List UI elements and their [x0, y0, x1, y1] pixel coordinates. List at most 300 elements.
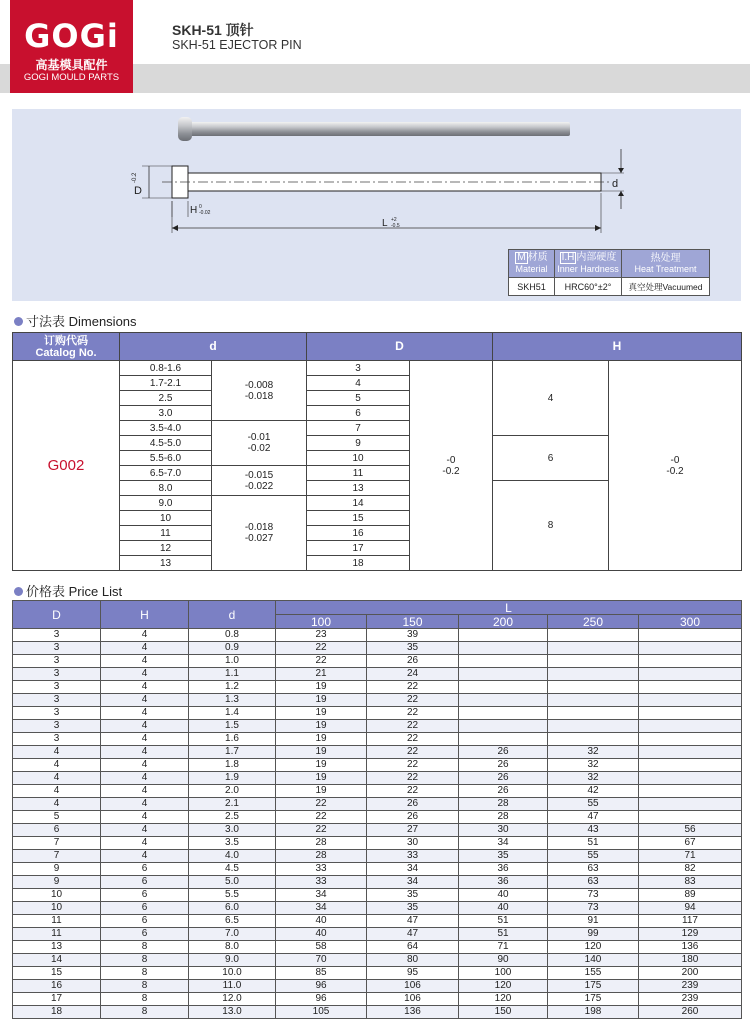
price-cell — [548, 629, 639, 642]
pin-shaft-image — [190, 122, 570, 136]
brand-logo — [10, 0, 133, 93]
price-cell: 2.0 — [189, 785, 276, 798]
price-cell — [548, 733, 639, 746]
catalog-number: G002 — [13, 361, 120, 571]
dim-d-value: 0.8-1.6 — [120, 361, 212, 376]
price-cell: 10.0 — [189, 967, 276, 980]
dim-D-value: 11 — [307, 466, 410, 481]
price-cell: 1.9 — [189, 772, 276, 785]
price-cell: 6 — [101, 876, 189, 889]
price-header-d: d — [189, 601, 276, 629]
price-cell: 155 — [548, 967, 639, 980]
dim-D-value: 7 — [307, 421, 410, 436]
dim-D-value: 6 — [307, 406, 410, 421]
price-cell: 22 — [276, 798, 367, 811]
price-cell: 91 — [548, 915, 639, 928]
price-cell: 1.2 — [189, 681, 276, 694]
table-row — [13, 837, 742, 850]
price-cell: 19 — [276, 785, 367, 798]
price-cell: 12.0 — [189, 993, 276, 1006]
price-cell: 10 — [13, 902, 101, 915]
price-cell: 4 — [101, 681, 189, 694]
price-cell: 22 — [367, 785, 459, 798]
table-row — [13, 759, 742, 772]
price-cell: 5 — [13, 811, 101, 824]
price-cell: 6 — [13, 824, 101, 837]
table-row — [13, 746, 742, 759]
table-row — [13, 941, 742, 954]
dim-d-value: 2.5 — [120, 391, 212, 406]
price-cell: 5.5 — [189, 889, 276, 902]
price-cell: 99 — [548, 928, 639, 941]
price-cell — [459, 694, 548, 707]
price-cell: 1.7 — [189, 746, 276, 759]
dimension-L-label: L — [382, 218, 388, 229]
price-cell: 8 — [101, 967, 189, 980]
price-cell: 83 — [639, 876, 742, 889]
dimension-H-tol-top: 0 — [199, 204, 202, 210]
price-cell: 6 — [101, 889, 189, 902]
price-cell: 6 — [101, 902, 189, 915]
dim-d-value: 10 — [120, 511, 212, 526]
table-row — [13, 1006, 742, 1019]
price-cell: 55 — [548, 798, 639, 811]
price-cell: 1.8 — [189, 759, 276, 772]
price-cell — [639, 642, 742, 655]
price-cell: 4.0 — [189, 850, 276, 863]
price-cell: 26 — [367, 655, 459, 668]
price-cell: 67 — [639, 837, 742, 850]
dim-d-value: 11 — [120, 526, 212, 541]
price-cell: 32 — [548, 759, 639, 772]
price-cell — [548, 707, 639, 720]
price-cell: 106 — [367, 993, 459, 1006]
price-cell: 27 — [367, 824, 459, 837]
dimension-D-label: D — [134, 185, 142, 197]
price-cell: 3.5 — [189, 837, 276, 850]
price-cell: 35 — [459, 850, 548, 863]
dim-H-tolerance: -0 -0.2 — [609, 361, 742, 571]
dim-D-value: 9 — [307, 436, 410, 451]
price-cell: 34 — [276, 889, 367, 902]
dim-d-tolerance: -0.008 -0.018 — [212, 361, 307, 421]
price-header-L: L — [276, 601, 742, 615]
dim-H-value: 8 — [493, 481, 609, 571]
dimension-H-label: H — [190, 205, 198, 216]
page-title-en: SKH-51 EJECTOR PIN — [172, 38, 302, 52]
table-row — [13, 733, 742, 746]
price-cell: 4 — [101, 785, 189, 798]
price-cell: 4 — [101, 668, 189, 681]
price-cell: 30 — [459, 824, 548, 837]
pin-shaft-outline — [188, 173, 601, 191]
spec-table — [508, 249, 710, 296]
price-cell: 239 — [639, 993, 742, 1006]
dimension-H-tol-bottom: -0.02 — [199, 210, 211, 216]
price-cell: 6 — [101, 863, 189, 876]
dim-d-value: 3.5-4.0 — [120, 421, 212, 436]
dimensions-table — [12, 332, 742, 571]
dim-d-tolerance: -0.015 -0.022 — [212, 466, 307, 496]
price-cell: 105 — [276, 1006, 367, 1019]
price-cell: 42 — [548, 785, 639, 798]
price-cell: 90 — [459, 954, 548, 967]
price-cell: 51 — [459, 928, 548, 941]
price-cell: 4 — [101, 850, 189, 863]
price-cell: 11 — [13, 928, 101, 941]
price-cell: 51 — [548, 837, 639, 850]
price-cell: 70 — [276, 954, 367, 967]
dim-d-tolerance: -0.018 -0.027 — [212, 496, 307, 571]
price-cell: 22 — [367, 681, 459, 694]
price-cell: 1.0 — [189, 655, 276, 668]
price-cell: 26 — [459, 772, 548, 785]
price-cell: 11.0 — [189, 980, 276, 993]
price-cell: 22 — [367, 733, 459, 746]
price-cell: 9.0 — [189, 954, 276, 967]
price-cell: 8 — [101, 1006, 189, 1019]
price-cell — [548, 642, 639, 655]
dim-H-value: 6 — [493, 436, 609, 481]
price-cell: 8 — [101, 993, 189, 1006]
table-row — [13, 902, 742, 915]
price-cell: 200 — [639, 967, 742, 980]
price-cell: 0.8 — [189, 629, 276, 642]
price-cell — [459, 655, 548, 668]
price-cell: 1.4 — [189, 707, 276, 720]
price-cell: 22 — [367, 746, 459, 759]
pin-head-image — [178, 117, 192, 141]
dim-D-value: 17 — [307, 541, 410, 556]
price-cell: 4 — [101, 655, 189, 668]
table-row — [13, 876, 742, 889]
page-title-cn: SKH-51 顶针 — [172, 22, 254, 38]
price-header-length: 250 — [548, 615, 639, 629]
table-row — [13, 915, 742, 928]
price-header-D: D — [13, 601, 101, 629]
price-cell: 13 — [13, 941, 101, 954]
price-cell: 260 — [639, 1006, 742, 1019]
logo-name-cn: 高基模具配件 — [35, 58, 108, 72]
spec-material-value: SKH51 — [509, 278, 555, 296]
price-cell: 4 — [101, 642, 189, 655]
table-row — [13, 785, 742, 798]
dim-d-value: 4.5-5.0 — [120, 436, 212, 451]
price-cell: 17 — [13, 993, 101, 1006]
price-cell: 136 — [367, 1006, 459, 1019]
price-cell: 6.5 — [189, 915, 276, 928]
price-cell — [639, 746, 742, 759]
price-cell: 34 — [367, 876, 459, 889]
spec-hardness-value: HRC60°±2° — [555, 278, 622, 296]
dim-d-value: 9.0 — [120, 496, 212, 511]
price-cell: 100 — [459, 967, 548, 980]
price-cell: 8 — [101, 980, 189, 993]
price-cell: 22 — [276, 655, 367, 668]
price-cell: 8 — [101, 954, 189, 967]
dim-header-H: H — [493, 333, 742, 361]
price-cell — [459, 629, 548, 642]
price-cell: 19 — [276, 733, 367, 746]
price-cell: 71 — [639, 850, 742, 863]
price-cell — [459, 681, 548, 694]
price-cell — [459, 668, 548, 681]
price-cell: 26 — [367, 811, 459, 824]
price-cell: 39 — [367, 629, 459, 642]
dimension-D-tolerance: -0.2 — [132, 172, 138, 183]
spec-heat-header: 热处理 Heat Treatment — [622, 250, 710, 278]
table-row — [13, 993, 742, 1006]
table-row — [13, 850, 742, 863]
price-cell: 47 — [367, 928, 459, 941]
price-cell: 175 — [548, 993, 639, 1006]
price-cell: 8.0 — [189, 941, 276, 954]
price-cell: 26 — [459, 746, 548, 759]
price-cell — [639, 629, 742, 642]
price-cell: 140 — [548, 954, 639, 967]
price-cell: 3 — [13, 629, 101, 642]
price-cell: 18 — [13, 1006, 101, 1019]
price-cell — [639, 694, 742, 707]
price-cell: 120 — [459, 980, 548, 993]
table-row — [13, 863, 742, 876]
price-cell: 22 — [367, 694, 459, 707]
table-row — [13, 707, 742, 720]
price-cell: 180 — [639, 954, 742, 967]
dim-header-D: D — [307, 333, 493, 361]
price-cell: 40 — [276, 915, 367, 928]
price-cell: 32 — [548, 746, 639, 759]
price-cell: 4 — [13, 746, 101, 759]
logo-name-en: GOGI MOULD PARTS — [23, 72, 120, 83]
price-cell: 56 — [639, 824, 742, 837]
price-cell: 23 — [276, 629, 367, 642]
dim-D-value: 15 — [307, 511, 410, 526]
price-cell: 51 — [459, 915, 548, 928]
spec-hardness-header: I.H 内部硬度 Inner Hardness — [555, 250, 622, 278]
price-cell — [548, 668, 639, 681]
price-cell: 3 — [13, 720, 101, 733]
price-cell — [548, 655, 639, 668]
price-cell: 9 — [13, 876, 101, 889]
price-cell: 19 — [276, 707, 367, 720]
price-cell: 4 — [13, 759, 101, 772]
price-cell: 34 — [459, 837, 548, 850]
price-cell: 47 — [548, 811, 639, 824]
dim-d-value: 12 — [120, 541, 212, 556]
price-cell: 96 — [276, 993, 367, 1006]
price-cell: 4 — [13, 798, 101, 811]
price-cell: 16 — [13, 980, 101, 993]
price-cell: 80 — [367, 954, 459, 967]
price-cell: 22 — [367, 720, 459, 733]
price-cell: 129 — [639, 928, 742, 941]
price-cell: 4 — [101, 733, 189, 746]
price-cell: 9 — [13, 863, 101, 876]
price-cell — [548, 681, 639, 694]
price-cell: 33 — [276, 863, 367, 876]
price-cell: 96 — [276, 980, 367, 993]
price-cell: 2.5 — [189, 811, 276, 824]
dim-H-value: 4 — [493, 361, 609, 436]
table-row — [13, 798, 742, 811]
dim-D-value: 18 — [307, 556, 410, 571]
price-cell: 1.5 — [189, 720, 276, 733]
dim-d-value: 5.5-6.0 — [120, 451, 212, 466]
price-cell — [639, 668, 742, 681]
price-cell: 3 — [13, 694, 101, 707]
spec-heat-value: 真空处理Vacuumed — [622, 278, 710, 296]
price-cell: 120 — [459, 993, 548, 1006]
price-cell: 6 — [101, 928, 189, 941]
price-cell: 32 — [548, 772, 639, 785]
table-row — [13, 889, 742, 902]
price-cell — [639, 772, 742, 785]
price-cell: 3 — [13, 681, 101, 694]
price-header-length: 300 — [639, 615, 742, 629]
price-cell: 4 — [101, 824, 189, 837]
price-cell: 198 — [548, 1006, 639, 1019]
price-cell: 19 — [276, 759, 367, 772]
dim-d-tolerance: -0.01 -0.02 — [212, 421, 307, 466]
price-cell — [639, 759, 742, 772]
bullet-icon — [14, 317, 23, 326]
price-cell: 22 — [367, 707, 459, 720]
price-cell: 13.0 — [189, 1006, 276, 1019]
price-cell: 21 — [276, 668, 367, 681]
price-cell: 19 — [276, 681, 367, 694]
price-cell: 28 — [459, 798, 548, 811]
price-cell: 85 — [276, 967, 367, 980]
price-cell: 1.6 — [189, 733, 276, 746]
price-cell: 3.0 — [189, 824, 276, 837]
price-cell: 2.1 — [189, 798, 276, 811]
price-cell: 136 — [639, 941, 742, 954]
price-section-title: 价格表 Price List — [14, 581, 122, 600]
dim-D-value: 4 — [307, 376, 410, 391]
price-cell — [548, 720, 639, 733]
price-cell: 82 — [639, 863, 742, 876]
price-cell: 22 — [367, 759, 459, 772]
price-cell: 4 — [101, 837, 189, 850]
price-cell: 11 — [13, 915, 101, 928]
price-cell: 35 — [367, 889, 459, 902]
price-cell: 4 — [101, 629, 189, 642]
price-cell: 26 — [459, 759, 548, 772]
price-cell: 6 — [101, 915, 189, 928]
price-cell: 26 — [459, 785, 548, 798]
price-cell: 1.3 — [189, 694, 276, 707]
table-row — [13, 811, 742, 824]
price-cell: 30 — [367, 837, 459, 850]
price-header-length: 100 — [276, 615, 367, 629]
dim-D-value: 10 — [307, 451, 410, 466]
bullet-icon — [14, 587, 23, 596]
price-cell — [459, 642, 548, 655]
dim-header-d: d — [120, 333, 307, 361]
logo-wordmark: GOGi — [24, 17, 119, 55]
price-cell: 19 — [276, 694, 367, 707]
price-header-length: 200 — [459, 615, 548, 629]
price-cell: 4 — [101, 772, 189, 785]
price-cell: 40 — [276, 928, 367, 941]
table-row — [13, 629, 742, 642]
price-cell: 26 — [367, 798, 459, 811]
dim-D-value: 14 — [307, 496, 410, 511]
price-cell: 5.0 — [189, 876, 276, 889]
price-cell: 4 — [101, 798, 189, 811]
price-cell: 22 — [276, 642, 367, 655]
price-cell: 36 — [459, 863, 548, 876]
spec-material-header: M 材质 Material — [509, 250, 555, 278]
dim-d-value: 1.7-2.1 — [120, 376, 212, 391]
price-table-body — [13, 629, 742, 1019]
price-cell — [548, 694, 639, 707]
price-cell: 7 — [13, 850, 101, 863]
price-cell: 22 — [276, 824, 367, 837]
price-cell: 33 — [276, 876, 367, 889]
price-cell: 6.0 — [189, 902, 276, 915]
price-cell — [639, 720, 742, 733]
price-cell: 95 — [367, 967, 459, 980]
price-cell: 4 — [101, 746, 189, 759]
table-row — [13, 694, 742, 707]
price-cell: 4 — [101, 694, 189, 707]
price-cell: 19 — [276, 746, 367, 759]
price-cell: 7.0 — [189, 928, 276, 941]
price-cell — [639, 811, 742, 824]
table-row — [13, 928, 742, 941]
price-cell: 19 — [276, 772, 367, 785]
dimensions-section-title: 寸法表 Dimensions — [14, 311, 137, 330]
price-cell: 40 — [459, 889, 548, 902]
dim-header-catalog: 订购代码 Catalog No. — [13, 333, 120, 361]
price-cell: 3 — [13, 668, 101, 681]
price-cell: 22 — [276, 811, 367, 824]
price-cell: 73 — [548, 889, 639, 902]
table-row — [13, 967, 742, 980]
price-cell: 4 — [101, 759, 189, 772]
price-cell — [639, 707, 742, 720]
price-cell: 0.9 — [189, 642, 276, 655]
price-cell: 36 — [459, 876, 548, 889]
price-cell: 3 — [13, 655, 101, 668]
dimension-L-tol-top: +2 — [391, 217, 397, 223]
dim-D-value: 3 — [307, 361, 410, 376]
price-cell: 43 — [548, 824, 639, 837]
price-header-H: H — [101, 601, 189, 629]
price-cell: 28 — [276, 850, 367, 863]
price-cell: 55 — [548, 850, 639, 863]
dim-d-value: 13 — [120, 556, 212, 571]
price-cell — [639, 655, 742, 668]
price-cell: 3 — [13, 707, 101, 720]
price-cell: 14 — [13, 954, 101, 967]
dimension-d-label: d — [612, 178, 619, 190]
price-cell: 106 — [367, 980, 459, 993]
price-cell — [459, 720, 548, 733]
table-row — [13, 772, 742, 785]
price-cell: 47 — [367, 915, 459, 928]
price-cell: 3 — [13, 642, 101, 655]
price-cell — [639, 785, 742, 798]
dim-D-tolerance: -0 -0.2 — [410, 361, 493, 571]
price-cell — [459, 733, 548, 746]
price-cell: 4 — [13, 772, 101, 785]
price-cell: 4 — [101, 707, 189, 720]
price-cell — [639, 681, 742, 694]
price-table — [12, 600, 742, 1019]
